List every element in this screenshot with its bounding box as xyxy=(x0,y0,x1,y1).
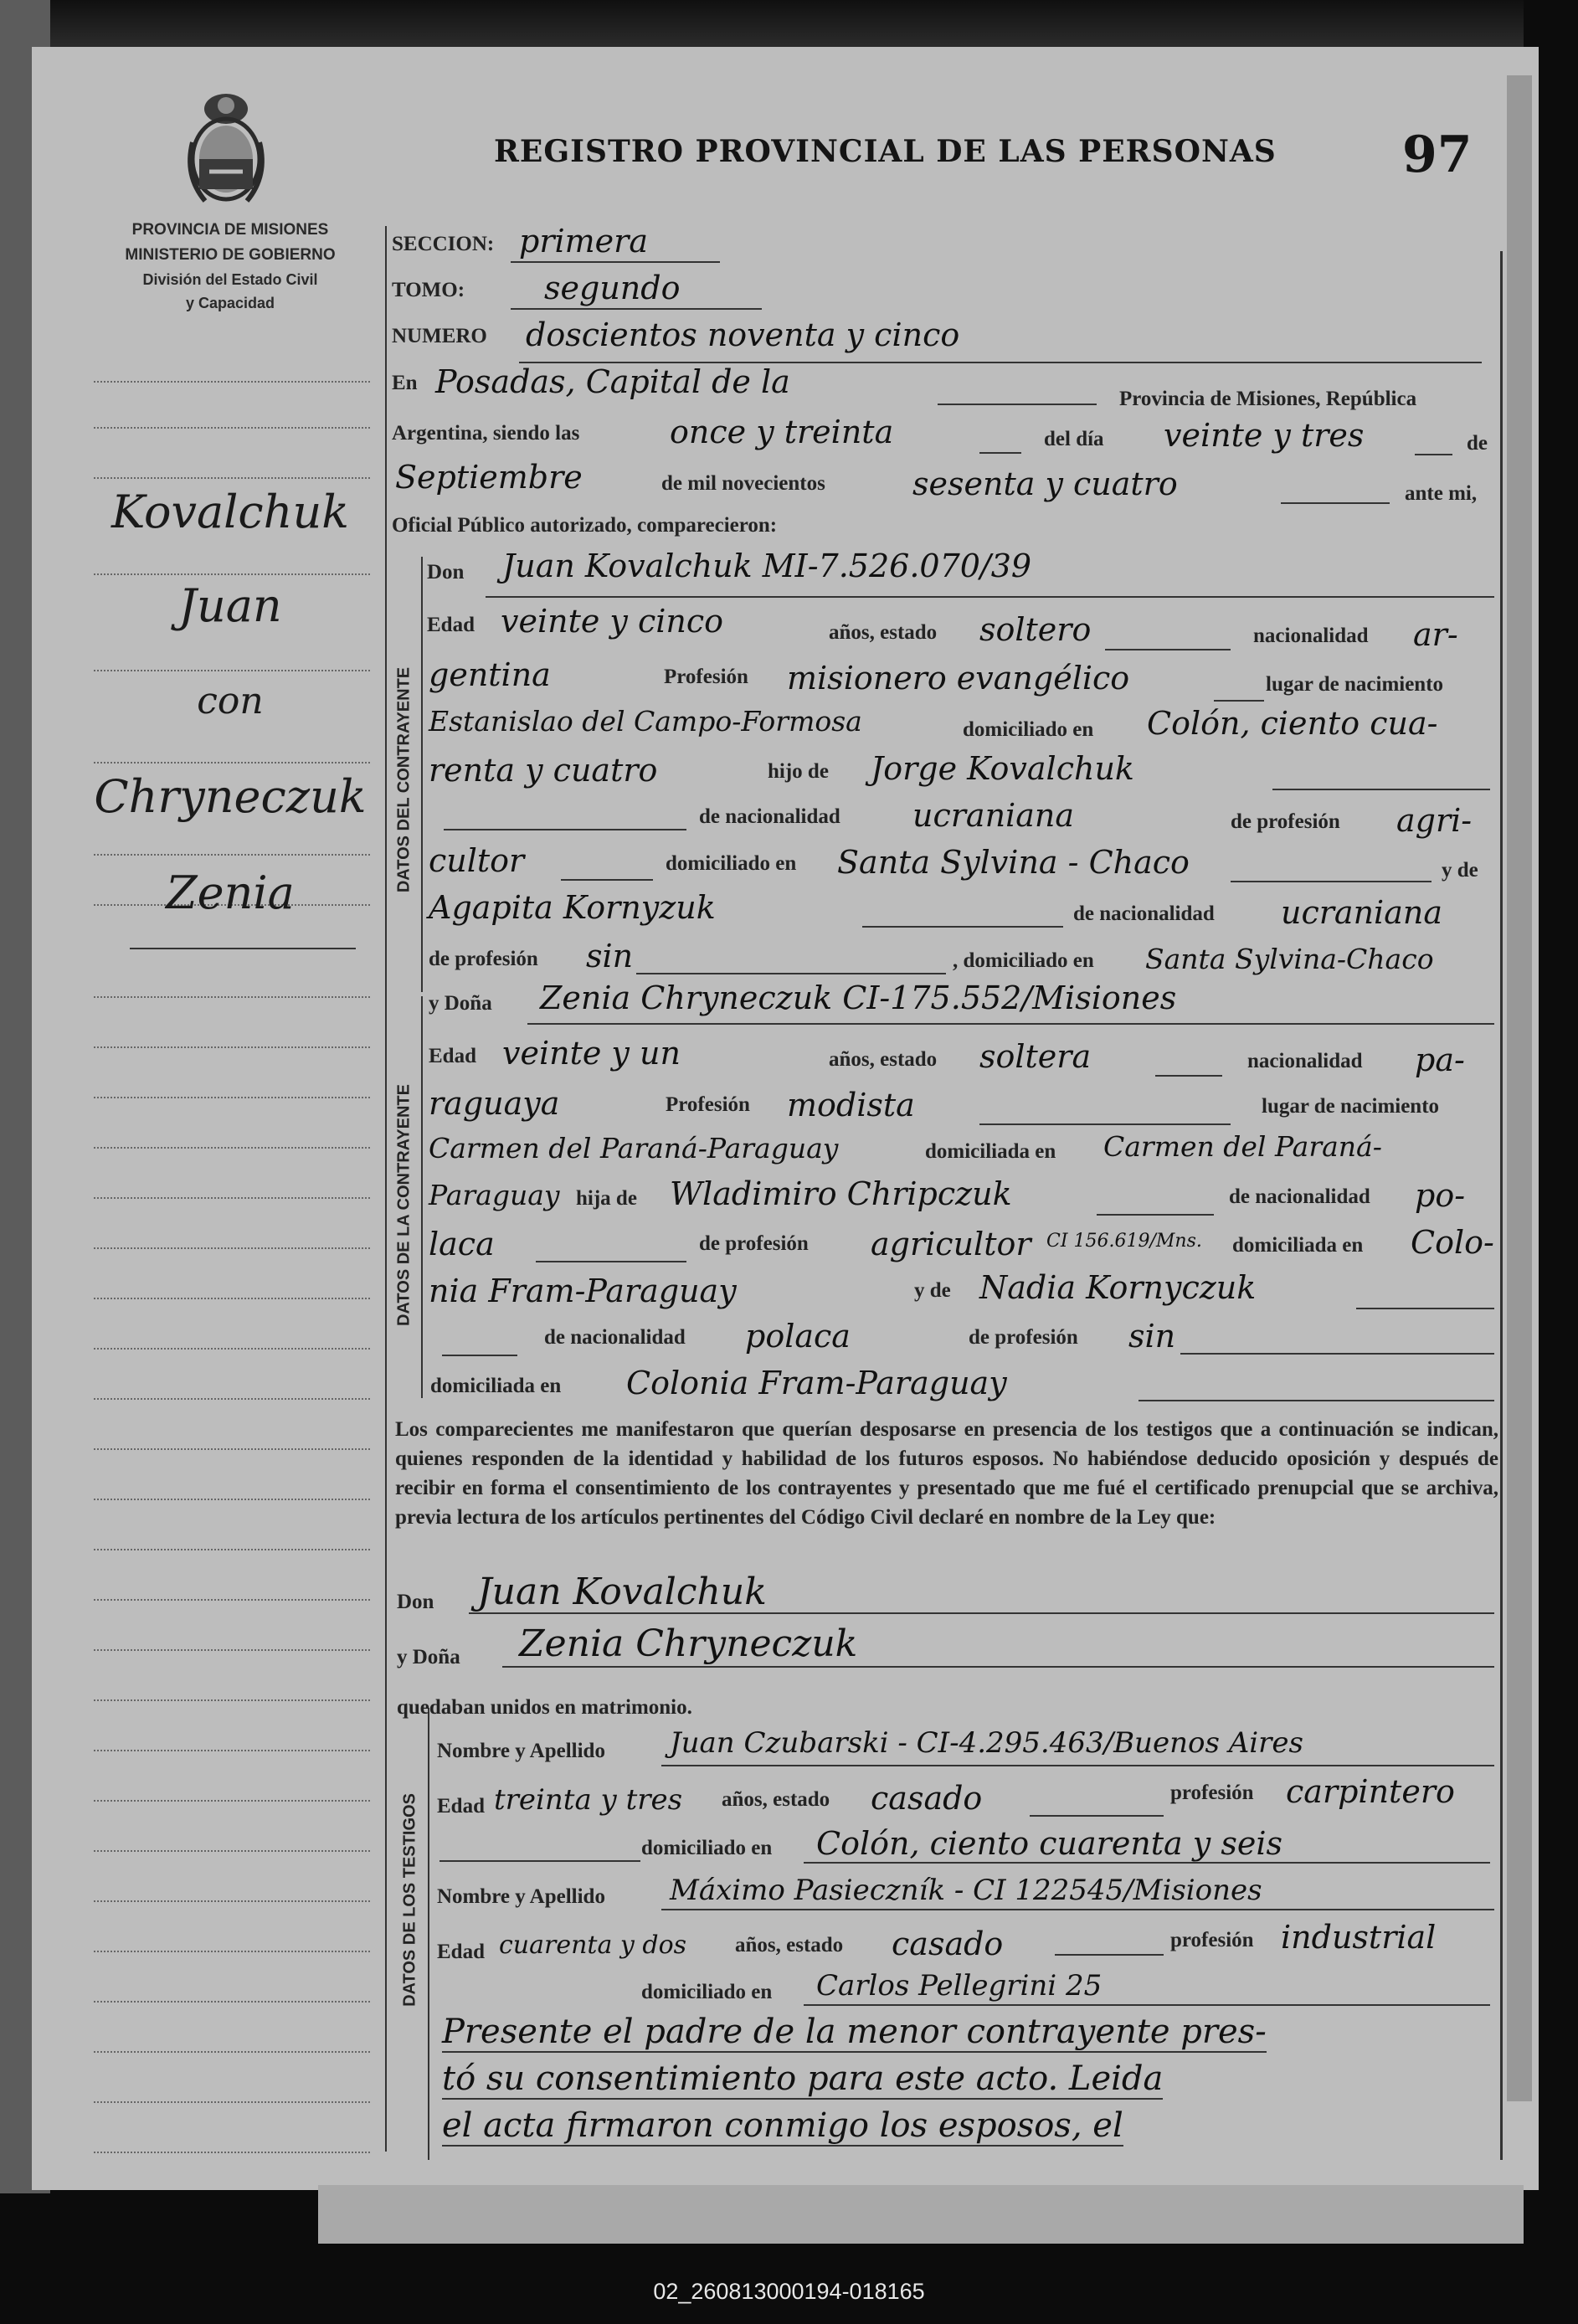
margin-line xyxy=(94,762,370,764)
groom-madre: Agapita Kornyzuk xyxy=(429,889,716,926)
bride-padre-dom-label: domiciliada en xyxy=(1232,1234,1364,1257)
margin-line xyxy=(94,1549,370,1550)
bride-nacionalidad-1: pa- xyxy=(1415,1041,1465,1078)
margin-line xyxy=(94,2051,370,2053)
lugar-acto: Posadas, Capital de la xyxy=(435,363,790,400)
witness-section-label: DATOS DE LOS TESTIGOS xyxy=(400,1793,419,2007)
margin-line xyxy=(94,1247,370,1249)
groom-profesion: misionero evangélico xyxy=(787,660,1130,697)
bride-hija-label: hija de xyxy=(576,1187,637,1210)
bride-padre-dom-1: Colo- xyxy=(1411,1224,1494,1261)
groom-domicilio-2: renta y cuatro xyxy=(429,752,658,789)
groom-edad-label: Edad xyxy=(427,614,475,636)
margin-line xyxy=(94,670,370,671)
margin-line xyxy=(94,1398,370,1400)
w1-anios-estado: años, estado xyxy=(722,1788,830,1811)
dia-value: veinte y tres xyxy=(1164,417,1365,454)
margin-line xyxy=(94,1599,370,1601)
argentina-text: Argentina, siendo las xyxy=(392,422,580,445)
groom-name-rule xyxy=(486,596,1494,598)
w2-dom: Carlos Pellegrini 25 xyxy=(816,1969,1103,2003)
groom-estado-rule xyxy=(1105,649,1231,650)
tomo-rule xyxy=(511,308,762,310)
witness-block-border xyxy=(428,1708,429,2160)
image-caption: 02_260813000194-018165 xyxy=(653,2279,925,2304)
lugar-rule xyxy=(938,404,1097,405)
right-border xyxy=(1500,251,1503,2160)
groom-name: Juan Kovalchuk MI-7.526.070/39 xyxy=(502,548,1032,584)
w1-name: Juan Czubarski - CI-4.295.463/Buenos Aires xyxy=(670,1726,1303,1760)
w1-dom: Colón, ciento cuarenta y seis xyxy=(816,1825,1282,1862)
ministry-heading xyxy=(92,218,368,315)
book-cover-edge xyxy=(50,0,1524,49)
dia-rule xyxy=(1415,454,1452,455)
tomo-value: segundo xyxy=(544,270,681,306)
hora-rule xyxy=(979,452,1021,454)
w2-name-rule xyxy=(661,1909,1494,1910)
bride-domiciliada-label: domiciliada en xyxy=(925,1140,1056,1163)
margin-line xyxy=(94,1147,370,1149)
margin-line xyxy=(94,2001,370,2003)
decl-dona-label: y Doña xyxy=(397,1646,460,1668)
decl-bride: Zenia Chryneczuk xyxy=(519,1622,858,1665)
groom-block-border xyxy=(421,557,423,992)
w2-edad: cuarenta y dos xyxy=(499,1931,687,1960)
division-subname: y Capacidad xyxy=(185,295,275,311)
declaration-text: Los comparecientes me manifestaron que querían desposarse en presencia de los testigos que a continuación se indican, quienes responden de la identidad y habilidad de los futuros esposos. No habiéndose deducido oposición y después de recibir en forma el consentimiento de los contrayentes y presentado que me fué el certificado prenupcial que se archiva, previa lectura de los artículos pertinentes del Código Civil declaré en nombre de la Ley que: xyxy=(395,1418,1498,1529)
bride-padre-nac-1: po- xyxy=(1415,1177,1466,1214)
margin-line xyxy=(94,1850,370,1852)
groom-padre-prof-1: agri- xyxy=(1396,802,1473,839)
margin-divider xyxy=(385,226,387,2152)
margin-line xyxy=(94,1800,370,1802)
margin-line xyxy=(94,1298,370,1299)
margin-surname-bride: Chryneczuk xyxy=(94,770,367,823)
groom-nacionalidad-2: gentina xyxy=(429,656,551,693)
groom-padre-dom-rule xyxy=(1231,881,1432,882)
bride-padre: Wladimiro Chripczuk xyxy=(670,1175,1012,1212)
note-line-1: Presente el padre de la menor contrayente pres- xyxy=(442,2013,1267,2051)
bride-nacionalidad-label: nacionalidad xyxy=(1247,1050,1363,1072)
bride-name: Zenia Chryneczuk CI-175.552/Misiones xyxy=(540,979,1177,1016)
bride-madre: Nadia Kornyczuk xyxy=(979,1269,1257,1306)
en-label: En xyxy=(392,372,418,394)
w1-edad: treinta y tres xyxy=(494,1783,683,1817)
bride-lugar-label: lugar de nacimiento xyxy=(1262,1095,1440,1118)
bride-madre-nac: polaca xyxy=(745,1318,851,1355)
bride-profesion-label: Profesión xyxy=(666,1093,750,1116)
w2-estado-rule xyxy=(1055,1954,1164,1956)
margin-line xyxy=(94,1750,370,1751)
margin-name-rule xyxy=(130,948,356,949)
w2-nombre-label: Nombre y Apellido xyxy=(437,1885,605,1908)
bride-madre-dom: Colonia Fram-Paraguay xyxy=(626,1365,1007,1401)
w2-dom-rule xyxy=(804,2004,1490,2006)
groom-profesion-label: Profesión xyxy=(664,666,748,688)
bride-padre-ci: CI 156.619/Mns. xyxy=(1046,1231,1202,1252)
groom-nacionalidad-label: nacionalidad xyxy=(1253,625,1369,647)
bride-domicilio-1: Carmen del Paraná- xyxy=(1103,1130,1382,1163)
groom-madre-rule xyxy=(862,926,1063,928)
w1-estado: casado xyxy=(871,1780,983,1817)
de-label: de xyxy=(1467,432,1488,455)
bride-edad-label: Edad xyxy=(429,1045,476,1067)
anio-value: sesenta y cuatro xyxy=(912,465,1178,502)
w2-name: Máximo Pasieczník - CI 122545/Misiones xyxy=(670,1874,1262,1907)
groom-padre-dom: Santa Sylvina - Chaco xyxy=(837,844,1190,881)
bride-madre-prof-label: de profesión xyxy=(969,1326,1078,1349)
w2-estado: casado xyxy=(892,1926,1004,1962)
groom-padre-prof-rule xyxy=(561,879,653,881)
bride-madre-prof: sin xyxy=(1128,1318,1176,1355)
w2-anios-estado: años, estado xyxy=(735,1934,844,1956)
bride-padre-nac-rule xyxy=(536,1261,686,1262)
bride-profesion: modista xyxy=(787,1087,915,1123)
bride-padre-rule xyxy=(1097,1214,1214,1216)
bride-block-border xyxy=(421,996,423,1398)
seccion-rule xyxy=(511,261,720,263)
groom-domicilio-1: Colón, ciento cua- xyxy=(1147,705,1438,742)
margin-line xyxy=(94,2152,370,2153)
margin-line xyxy=(94,1046,370,1048)
groom-nacionalidad-1: ar- xyxy=(1413,616,1458,653)
margin-line xyxy=(94,573,370,575)
margin-line xyxy=(94,996,370,998)
w1-prof-label: profesión xyxy=(1170,1782,1254,1804)
w1-edad-label: Edad xyxy=(437,1795,485,1818)
margin-line xyxy=(94,381,370,383)
groom-padre-dom-label: domiciliado en xyxy=(666,852,797,875)
w1-dom-rule-pre xyxy=(439,1860,640,1862)
margin-line xyxy=(94,1699,370,1701)
margin-line xyxy=(94,1499,370,1500)
seccion-value: primera xyxy=(519,223,648,260)
bride-edad: veinte y un xyxy=(502,1035,681,1072)
bride-madre-prof-rule xyxy=(1180,1353,1494,1355)
groom-padre-rule-2 xyxy=(444,829,686,830)
groom-padre-rule xyxy=(1272,789,1490,790)
numero-value: doscientos noventa y cinco xyxy=(526,316,960,353)
margin-line xyxy=(94,854,370,856)
groom-padre-nac-label: de nacionalidad xyxy=(699,805,840,828)
margin-line xyxy=(94,1097,370,1098)
bride-y-de-label: y de xyxy=(914,1279,951,1302)
coat-of-arms-seal xyxy=(180,84,272,209)
margin-name-groom: Juan xyxy=(178,579,282,632)
w1-dom-label: domiciliado en xyxy=(641,1837,773,1859)
decl-don-label: Don xyxy=(397,1591,434,1613)
decl-groom: Juan Kovalchuk xyxy=(477,1571,767,1613)
groom-madre-prof-rule xyxy=(636,973,946,974)
bride-padre-prof: agricultor xyxy=(871,1226,1031,1262)
bride-name-rule xyxy=(527,1023,1494,1025)
bride-madre-rule-2 xyxy=(442,1355,517,1356)
decl-groom-rule xyxy=(469,1612,1494,1614)
bride-padre-dom-2: nia Fram-Paraguay xyxy=(429,1273,737,1309)
groom-lugar-label: lugar de nacimiento xyxy=(1266,673,1444,696)
page-edge xyxy=(1507,75,1532,2101)
bride-estado: soltera xyxy=(979,1038,1092,1075)
bride-domicilio-2: Paraguay xyxy=(429,1179,560,1211)
groom-don-label: Don xyxy=(427,561,465,584)
province-name: PROVINCIA DE MISIONES xyxy=(131,221,329,239)
w1-estado-rule xyxy=(1030,1815,1164,1817)
groom-padre-prof-label: de profesión xyxy=(1231,810,1340,833)
quedaban-text: quedaban unidos en matrimonio. xyxy=(397,1696,692,1719)
register-title: REGISTRO PROVINCIAL DE LAS PERSONAS xyxy=(494,134,1277,169)
margin-line xyxy=(94,1197,370,1199)
groom-lugar: Estanislao del Campo-Formosa xyxy=(429,705,862,738)
groom-madre-dom-label: , domiciliado en xyxy=(953,949,1094,972)
margin-line xyxy=(94,1649,370,1651)
bride-padre-prof-label: de profesión xyxy=(699,1232,809,1255)
division-name: División del Estado Civil xyxy=(142,271,318,288)
bride-madre-dom-label: domiciliada en xyxy=(430,1375,562,1397)
groom-madre-dom: Santa Sylvina-Chaco xyxy=(1145,943,1434,975)
bride-padre-nac-label: de nacionalidad xyxy=(1229,1185,1370,1208)
bride-madre-rule xyxy=(1356,1308,1494,1309)
groom-madre-prof-label: de profesión xyxy=(429,948,538,970)
provincia-text: Provincia de Misiones, República xyxy=(1119,388,1417,410)
tomo-label: TOMO: xyxy=(392,279,465,301)
bride-estado-rule xyxy=(1155,1075,1222,1077)
margin-line xyxy=(94,1448,370,1450)
mes-value: Septiembre xyxy=(395,459,583,496)
w1-dom-rule xyxy=(804,1862,1490,1864)
groom-hijo-label: hijo de xyxy=(768,760,829,783)
bride-madre-dom-rule xyxy=(1139,1400,1494,1401)
ante-mi-label: ante mi, xyxy=(1405,482,1478,505)
bride-nacionalidad-2: raguaya xyxy=(429,1085,560,1122)
note-line-2: tó su consentimiento para este acto. Leida xyxy=(442,2059,1164,2098)
de-mil-label: de mil novecientos xyxy=(661,472,825,495)
groom-padre-nac: ucraniana xyxy=(912,797,1074,834)
bride-madre-nac-label: de nacionalidad xyxy=(544,1326,686,1349)
groom-section-label: DATOS DEL CONTRAYENTE xyxy=(394,666,414,893)
margin-surname-groom: Kovalchuk xyxy=(111,486,349,538)
bride-profesion-rule xyxy=(979,1123,1231,1125)
bride-section-label: DATOS DE LA CONTRAYENTE xyxy=(394,1084,414,1326)
bride-dona-label: y Doña xyxy=(429,992,492,1015)
hora-value: once y treinta xyxy=(670,414,894,450)
w2-edad-label: Edad xyxy=(437,1941,485,1963)
margin-line xyxy=(94,2101,370,2103)
bride-anios-estado: años, estado xyxy=(829,1048,938,1071)
del-dia-label: del día xyxy=(1044,428,1104,450)
lower-page-strip xyxy=(318,2185,1524,2244)
w1-prof: carpintero xyxy=(1286,1773,1455,1810)
margin-line xyxy=(94,477,370,479)
groom-anios-estado: años, estado xyxy=(829,621,938,644)
w1-nombre-label: Nombre y Apellido xyxy=(437,1740,605,1762)
margin-line xyxy=(94,427,370,429)
margin-line xyxy=(94,1900,370,1902)
groom-madre-prof: sin xyxy=(586,938,634,974)
decl-bride-rule xyxy=(502,1666,1494,1668)
numero-label: NUMERO xyxy=(392,325,487,347)
bride-padre-nac-2: laca xyxy=(429,1226,495,1262)
groom-padre-prof-2: cultor xyxy=(429,842,525,879)
groom-domiciliado-label: domiciliado en xyxy=(963,718,1094,741)
w2-prof-label: profesión xyxy=(1170,1929,1254,1951)
margin-line xyxy=(94,1348,370,1350)
margin-name-bride: Zenia xyxy=(166,866,295,919)
ministry-name: MINISTERIO DE GOBIERNO xyxy=(125,246,336,264)
anio-rule xyxy=(1281,502,1390,504)
w1-name-rule xyxy=(661,1765,1494,1766)
margin-con: con xyxy=(197,680,264,722)
w2-prof: industrial xyxy=(1281,1919,1437,1956)
oficial-text: Oficial Público autorizado, comparecieron: xyxy=(392,514,778,537)
seccion-label: SECCION: xyxy=(392,233,495,255)
groom-profesion-rule xyxy=(1214,700,1264,702)
groom-madre-nac-label: de nacionalidad xyxy=(1073,902,1215,925)
groom-padre: Jorge Kovalchuk xyxy=(871,750,1134,787)
groom-y-de-label: y de xyxy=(1442,859,1478,882)
margin-line xyxy=(94,1951,370,1952)
page-number: 97 xyxy=(1402,126,1473,184)
bride-lugar: Carmen del Paraná-Paraguay xyxy=(429,1132,839,1165)
w2-dom-label: domiciliado en xyxy=(641,1981,773,2003)
groom-estado: soltero xyxy=(979,611,1092,648)
groom-edad: veinte y cinco xyxy=(501,603,724,640)
note-line-3: el acta firmaron conmigo los esposos, el xyxy=(442,2106,1123,2145)
groom-madre-nac: ucraniana xyxy=(1281,894,1442,931)
